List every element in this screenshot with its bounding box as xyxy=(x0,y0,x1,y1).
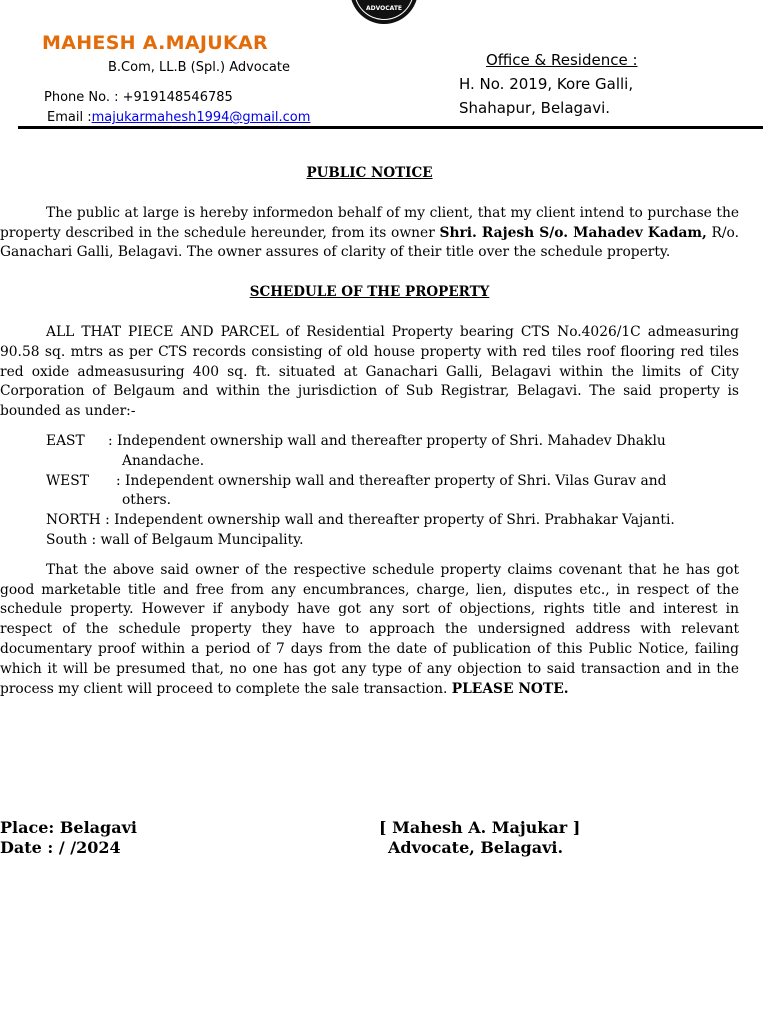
advocate-name: MAHESH A.MAJUKAR xyxy=(42,32,268,54)
header-divider xyxy=(18,126,763,129)
date-line: Date : / /2024 xyxy=(0,838,121,857)
office-line-1: H. No. 2019, Kore Galli, xyxy=(459,75,634,93)
east-continuation: Anandache. xyxy=(122,452,205,469)
boundaries-list xyxy=(0,432,739,551)
advocate-logo xyxy=(350,0,418,24)
closing-paragraph xyxy=(0,561,739,700)
intro-text-1: The public at large is hereby informedon behalf of my client, that my client intend to purchase the property described in the schedule hereunder, from its owner xyxy=(0,204,739,241)
intro-text-2: R/o. Ganachari Galli, Belagavi. The owner assures of clarity of their title over the schedule property. xyxy=(0,224,740,261)
phone-label: Phone No. : xyxy=(44,90,123,105)
office-address xyxy=(459,48,638,120)
boundary-west xyxy=(0,472,739,492)
notice-title: PUBLIC NOTICE xyxy=(306,165,433,181)
logo-text: ADVOCATE xyxy=(365,5,403,12)
signatory-designation: Advocate, Belagavi. xyxy=(388,838,564,857)
notice-body xyxy=(0,164,739,699)
boundary-north: NORTH : Independent ownership wall and thereafter property of Shri. Prabhakar Vajanti. xyxy=(46,512,675,529)
boundary-south: South : wall of Belgaum Muncipality. xyxy=(46,531,304,548)
owner-name: Shri. Rajesh S/o. Mahadev Kadam, xyxy=(439,224,707,241)
phone-line xyxy=(44,90,233,105)
phone-number: +919148546785 xyxy=(122,90,233,105)
qualification: B.Com, LL.B (Spl.) Advocate xyxy=(108,60,290,75)
place-line: Place: Belagavi xyxy=(0,818,137,837)
east-label: EAST xyxy=(46,432,85,449)
west-continuation: others. xyxy=(122,492,171,509)
intro-paragraph xyxy=(0,204,739,263)
boundary-east xyxy=(0,432,739,452)
closing-text: That the above said owner of the respective schedule property claims covenant that he has got good marketable title and free from any encumbrances, charge, lien, disputes etc., in respect of the schedule property. However if anybody have got any sort of objections, rights title and interest in respect of the schedule property they have to approach the undersigned address with relevant documentary proof within a period of 7 days from the date of publication of this Public Notice, failing which it will be presumed that, no one has got any type of any objection to said transaction and in the process my client will proceed to complete the sale transaction. xyxy=(0,561,739,697)
email-link[interactable]: majukarmahesh1994@gmail.com xyxy=(91,110,311,125)
schedule-title: SCHEDULE OF THE PROPERTY xyxy=(249,284,490,301)
please-note: PLEASE NOTE. xyxy=(451,680,569,697)
west-label: WEST xyxy=(46,472,89,489)
email-line xyxy=(47,110,310,125)
office-line-2: Shahapur, Belagavi. xyxy=(459,99,611,117)
signatory-name: [ Mahesh A. Majukar ] xyxy=(379,818,581,837)
email-label: Email : xyxy=(47,110,92,125)
office-title: Office & Residence : xyxy=(486,51,638,69)
schedule-paragraph: ALL THAT PIECE AND PARCEL of Residential Property bearing CTS No.4026/1C admeasuring 90.58 sq. mtrs as per CTS records consisting of old house property with red tiles roof flooring red tiles red oxide admeasusuring 400 sq. ft. situated at Ganachari Galli, Belagavi within the limits of City Corporation of Belgaum and within the jurisdiction of Sub Registrar, Belagavi. The said property is bounded as under:- xyxy=(0,323,739,420)
east-text: : Independent ownership wall and thereafter property of Shri. Mahadev Dhaklu xyxy=(108,432,666,449)
west-text: : Independent ownership wall and thereafter property of Shri. Vilas Gurav and xyxy=(116,472,667,489)
